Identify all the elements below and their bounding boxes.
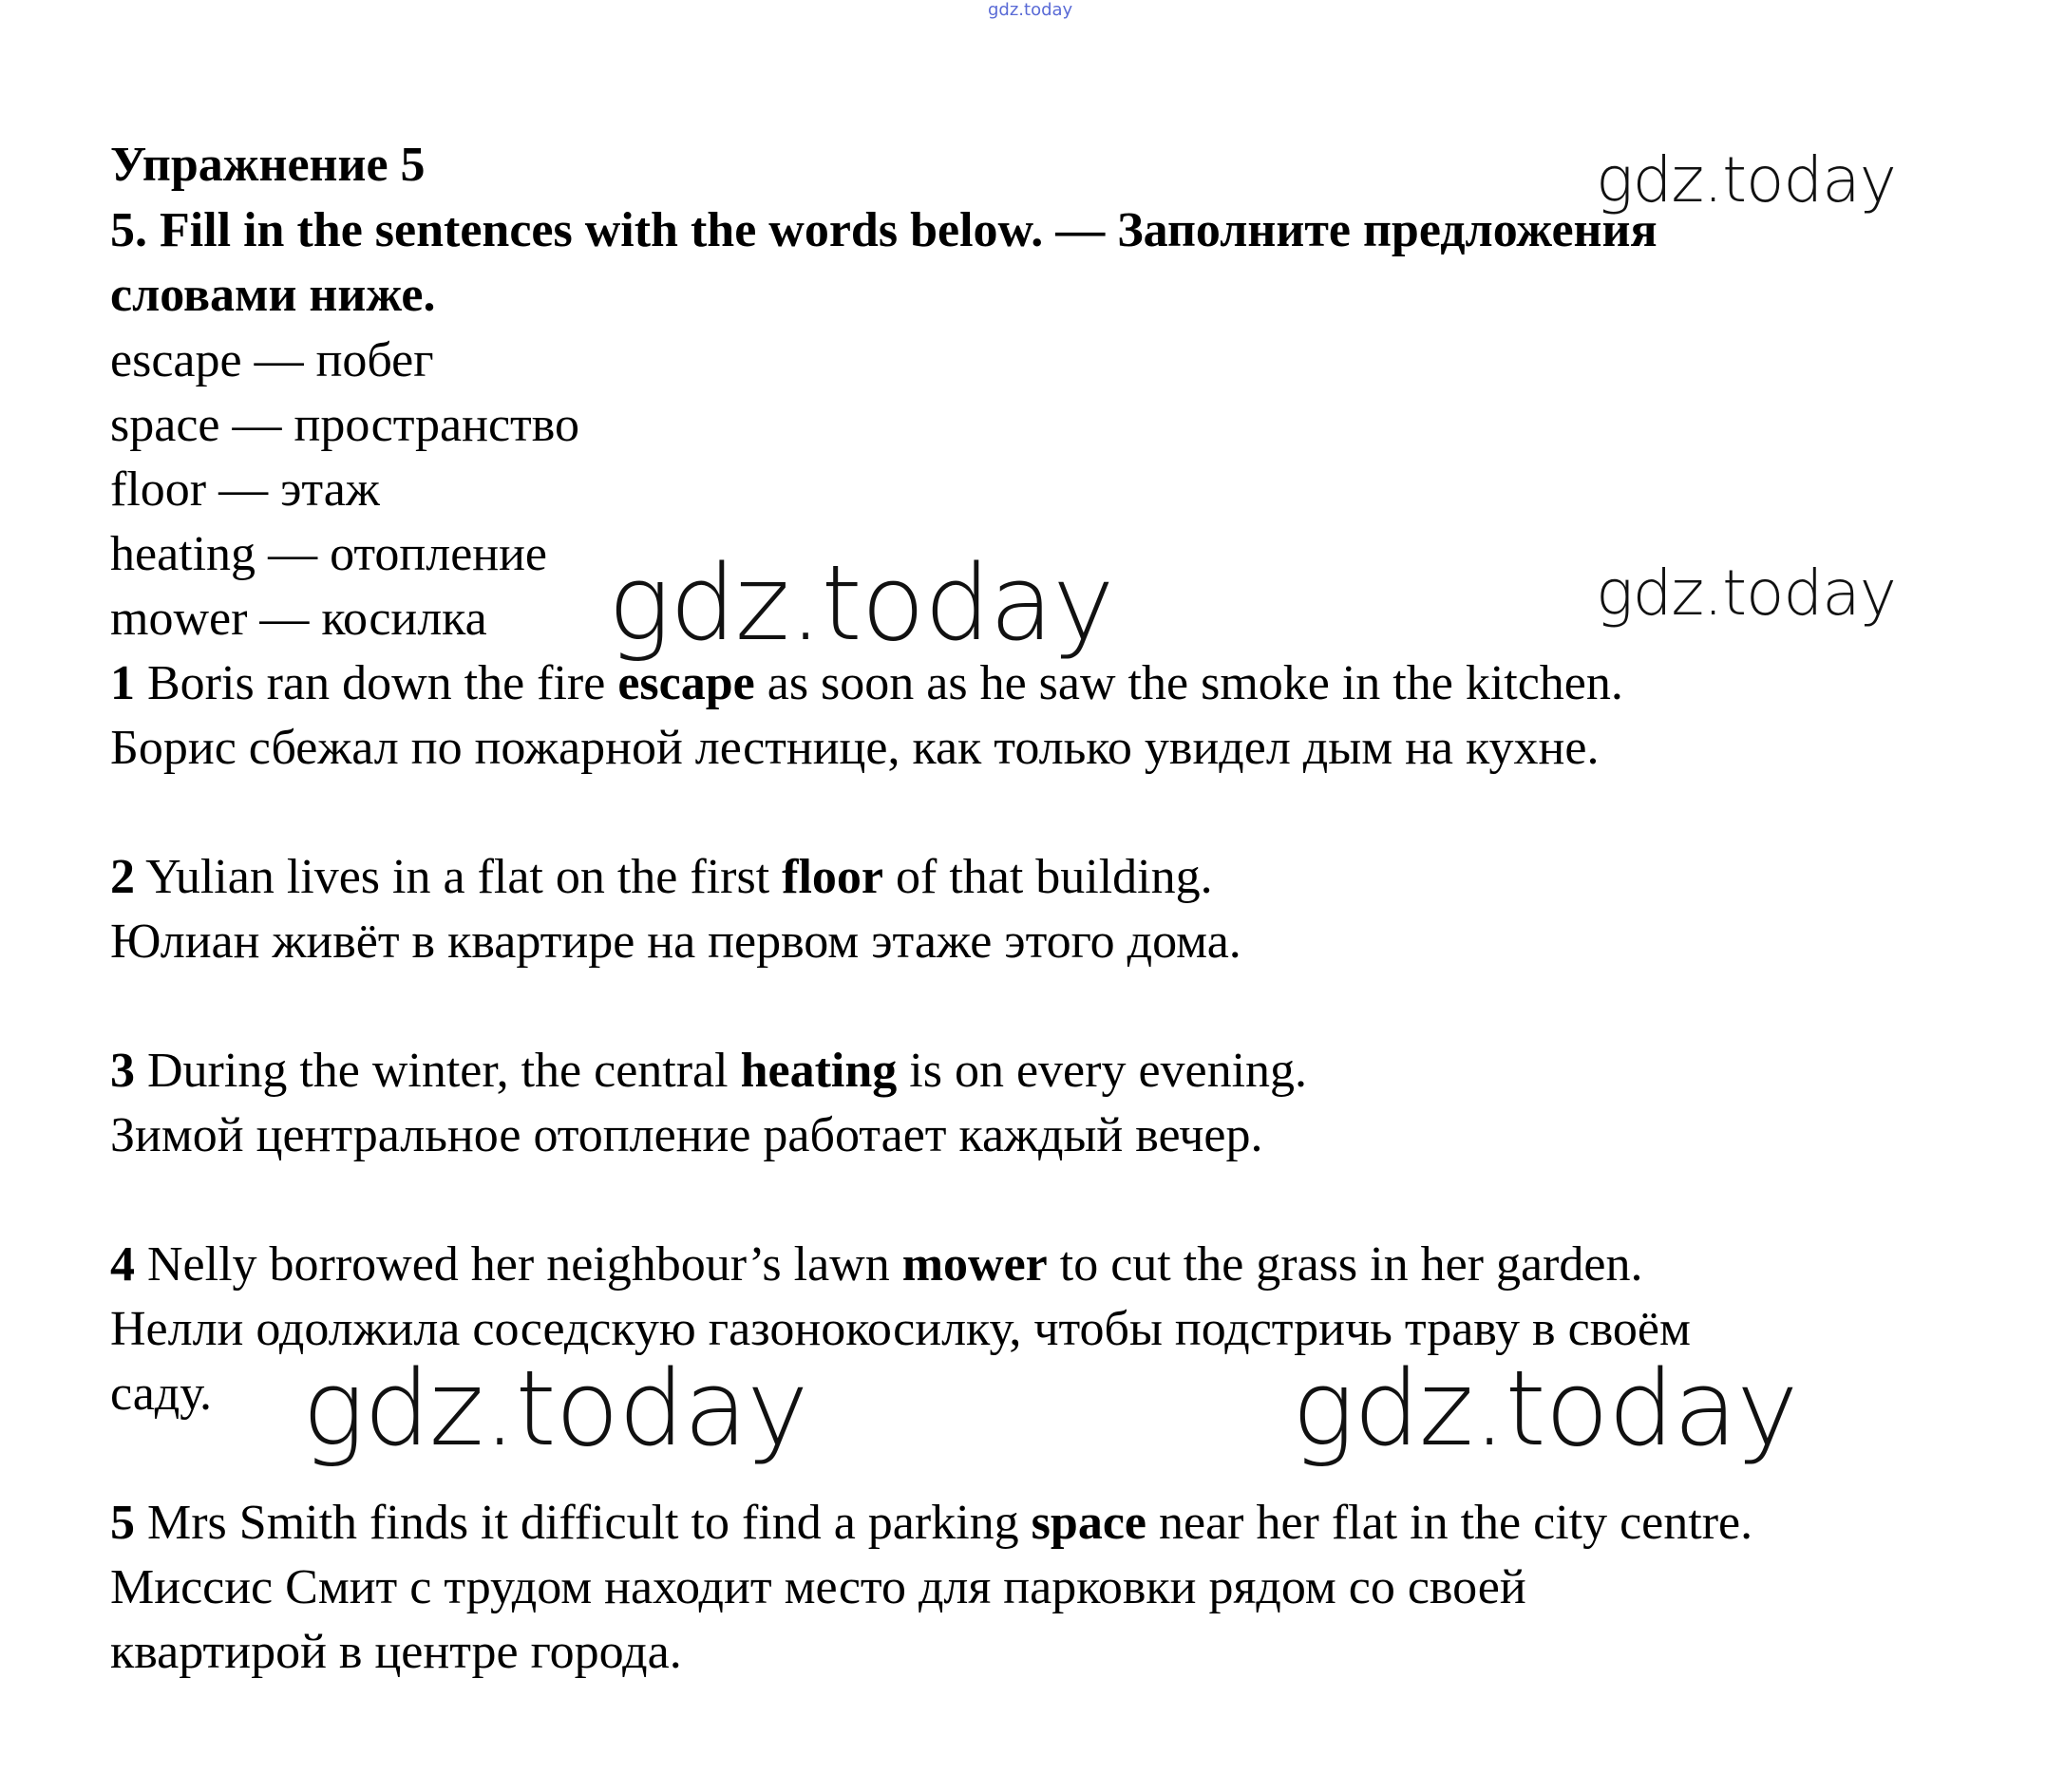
sentence-4 xyxy=(110,1233,1642,1297)
sentence-text-after: to cut the grass in her garden. xyxy=(1047,1237,1643,1292)
vocab-translation: пространство xyxy=(294,398,579,452)
vocab-item-heating xyxy=(110,522,547,587)
sentence-answer: space xyxy=(1031,1496,1146,1550)
sentence-4-translation-line-2: саду. xyxy=(110,1367,213,1421)
sentence-number: 1 xyxy=(110,656,135,710)
vocab-word: heating xyxy=(110,527,256,581)
sentence-answer: mower xyxy=(901,1237,1048,1292)
sentence-text-after: as soon as he saw the smoke in the kitchen. xyxy=(754,656,1623,710)
sentence-text-before: Mrs Smith finds it difficult to find a parking xyxy=(135,1496,1032,1550)
vocab-separator: — xyxy=(219,398,294,452)
sentence-answer: floor xyxy=(782,850,883,904)
sentence-text-after: near her flat in the city centre. xyxy=(1146,1496,1753,1550)
vocab-item-mower xyxy=(110,587,487,651)
vocab-translation: косилка xyxy=(321,592,487,646)
sentence-text-before: Boris ran down the fire xyxy=(135,656,618,710)
sentence-text-after: of that building. xyxy=(883,850,1213,904)
sentence-3 xyxy=(110,1039,1307,1103)
vocab-item-escape xyxy=(110,329,434,393)
vocab-separator: — xyxy=(241,333,316,387)
watermark-bottom-right: gdz.today xyxy=(1292,1348,1798,1469)
task-instruction-line-1: 5. Fill in the sentences with the words below. — Заполните предложения xyxy=(110,203,1658,257)
sentence-number: 2 xyxy=(110,850,135,904)
sentence-5-translation-line-1: Миссис Смит с трудом находит место для парковки рядом со своей xyxy=(110,1560,1526,1614)
sentence-number: 3 xyxy=(110,1044,135,1098)
vocab-word: escape xyxy=(110,333,242,387)
watermark-top-right: gdz.today xyxy=(1596,143,1896,217)
sentence-text-before: Nelly borrowed her neighbour’s lawn xyxy=(135,1237,902,1292)
sentence-text-before: During the winter, the central xyxy=(135,1044,741,1098)
vocab-translation: отопление xyxy=(330,527,548,581)
sentence-1-translation: Борис сбежал по пожарной лестнице, как только увидел дым на кухне. xyxy=(110,721,1600,775)
sentence-number: 4 xyxy=(110,1237,135,1292)
vocab-word: floor xyxy=(110,462,207,517)
vocab-separator: — xyxy=(247,592,322,646)
sentence-5 xyxy=(110,1491,1752,1556)
sentence-2-translation: Юлиан живёт в квартире на первом этаже этого дома. xyxy=(110,915,1241,969)
exercise-title: Упражнение 5 xyxy=(110,138,426,192)
sentence-5-translation-line-2: квартирой в центре города. xyxy=(110,1625,682,1679)
sentence-3-translation: Зимой центральное отопление работает каждый вечер. xyxy=(110,1108,1263,1162)
sentence-text-before: Yulian lives in a flat on the first xyxy=(135,850,783,904)
sentence-answer: escape xyxy=(617,656,755,710)
sentence-4-translation-line-1: Нелли одолжила соседскую газонокосилку, чтобы подстричь траву в своём xyxy=(110,1302,1691,1356)
watermark-bottom-left: gdz.today xyxy=(302,1348,808,1469)
sentence-answer: heating xyxy=(740,1044,898,1098)
vocab-separator: — xyxy=(256,527,331,581)
vocab-translation: побег xyxy=(315,333,434,387)
vocab-item-floor xyxy=(110,458,380,522)
vocab-separator: — xyxy=(206,462,281,517)
vocab-item-space xyxy=(110,393,579,458)
sentence-2 xyxy=(110,845,1213,910)
vocab-word: space xyxy=(110,398,220,452)
sentence-text-after: is on every evening. xyxy=(897,1044,1308,1098)
watermark-top: gdz.today xyxy=(988,0,1073,20)
watermark-middle-right: gdz.today xyxy=(1596,556,1896,630)
task-instruction-line-2: словами ниже. xyxy=(110,268,436,322)
watermark-middle: gdz.today xyxy=(608,542,1114,664)
vocab-word: mower xyxy=(110,592,248,646)
sentence-number: 5 xyxy=(110,1496,135,1550)
vocab-translation: этаж xyxy=(280,462,380,517)
